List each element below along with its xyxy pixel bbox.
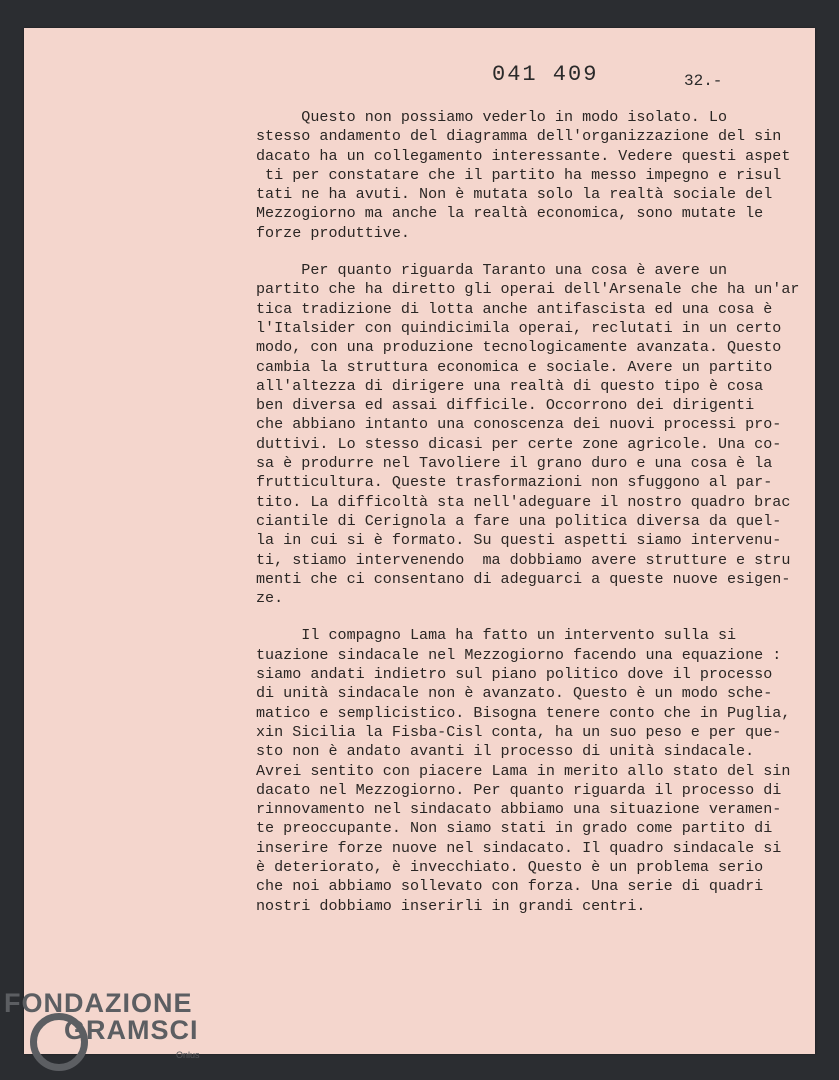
text-line: dacato ha un collegamento interessante. Vedere questi aspet — [256, 146, 791, 165]
text-line: partito che ha diretto gli operai dell'Arsenale che ha un'ar — [256, 280, 800, 299]
document-body — [256, 108, 816, 934]
text-line: Per quanto riguarda Taranto una cosa è avere un — [256, 261, 728, 280]
text-line: Il compagno Lama ha fatto un intervento sulla si — [256, 626, 737, 645]
archive-number: 041 409 — [492, 62, 599, 87]
text-line: frutticultura. Queste trasformazioni non sfuggono al par- — [256, 473, 773, 492]
text-line: sa è produrre nel Tavoliere il grano duro e una cosa è la — [256, 454, 773, 473]
text-line: modo, con una produzione tecnologicamente avanzata. Questo — [256, 338, 782, 357]
text-line: sto non è andato avanti il processo di unità sindacale. — [256, 742, 755, 761]
text-line: matico e semplicistico. Bisogna tenere conto che in Puglia, — [256, 703, 791, 722]
text-line: nostri dobbiamo inserirli in grandi centri. — [256, 896, 646, 915]
text-line: ciantile di Cerignola a fare una politica diversa da quel- — [256, 511, 782, 530]
text-line: ti, stiamo intervenendo ma dobbiamo avere strutture e stru — [256, 550, 791, 569]
text-line: siamo andati indietro sul piano politico dove il processo — [256, 665, 773, 684]
text-line: tati ne ha avuti. Non è mutata solo la realtà sociale del — [256, 185, 773, 204]
text-line: all'altezza di dirigere una realtà di questo tipo è cosa — [256, 376, 764, 395]
watermark-line-3: Onlus — [176, 1050, 200, 1060]
watermark — [4, 988, 199, 1046]
paragraph-3 — [256, 626, 816, 915]
text-line: l'Italsider con quindicimila operai, reclutati in un certo — [256, 318, 782, 337]
text-line: cambia la struttura economica e sociale. Avere un partito — [256, 357, 773, 376]
text-line: Mezzogiorno ma anche la realtà economica, sono mutate le — [256, 204, 764, 223]
text-line: dacato nel Mezzogiorno. Per quanto riguarda il processo di — [256, 780, 782, 799]
text-line: Questo non possiamo vederlo in modo isolato. Lo — [256, 108, 728, 126]
paragraph-2 — [256, 261, 816, 608]
watermark-line-1: FONDAZIONE — [4, 988, 193, 1018]
text-line: forze produttive. — [256, 223, 410, 242]
text-line: stesso andamento del diagramma dell'organizzazione del sin — [256, 127, 782, 146]
text-line: che abbiano intanto una conoscenza dei nuovi processi pro- — [256, 415, 782, 434]
text-line: xin Sicilia la Fisba-Cisl conta, ha un suo peso e per que- — [256, 722, 782, 741]
watermark-line-2: GRAMSCI — [64, 1015, 199, 1045]
document-page — [24, 28, 815, 1054]
text-line: la in cui si è formato. Su questi aspetti siamo intervenu- — [256, 531, 782, 550]
text-line: ti per constatare che il partito ha messo impegno e risul — [256, 165, 782, 184]
text-line: tito. La difficoltà sta nell'adeguare il nostro quadro brac — [256, 492, 791, 511]
paragraph-1 — [256, 108, 816, 243]
text-line: ze. — [256, 589, 284, 608]
text-line: di unità sindacale non è avanzato. Questo è un modo sche- — [256, 684, 773, 703]
text-line: ben diversa ed assai difficile. Occorrono dei dirigenti — [256, 396, 755, 415]
text-line: inserire forze nuove nel sindacato. Il quadro sindacale si — [256, 838, 782, 857]
text-line: rinnovamento nel sindacato abbiamo una situazione veramen- — [256, 800, 782, 819]
text-line: duttivi. Lo stesso dicasi per certe zone agricole. Una co- — [256, 434, 782, 453]
text-line: Avrei sentito con piacere Lama in merito allo stato del sin — [256, 761, 791, 780]
text-line: menti che ci consentano di adeguarci a queste nuove esigen- — [256, 569, 791, 588]
text-line: te preoccupante. Non siamo stati in grado come partito di — [256, 819, 773, 838]
text-line: che noi abbiamo sollevato con forza. Una serie di quadri — [256, 877, 764, 896]
text-line: è deteriorato, è invecchiato. Questo è un problema serio — [256, 857, 764, 876]
page-number: 32.- — [684, 72, 723, 90]
text-line: tuazione sindacale nel Mezzogiorno facendo una equazione : — [256, 645, 782, 664]
text-line: tica tradizione di lotta anche antifascista ed una cosa è — [256, 299, 773, 318]
